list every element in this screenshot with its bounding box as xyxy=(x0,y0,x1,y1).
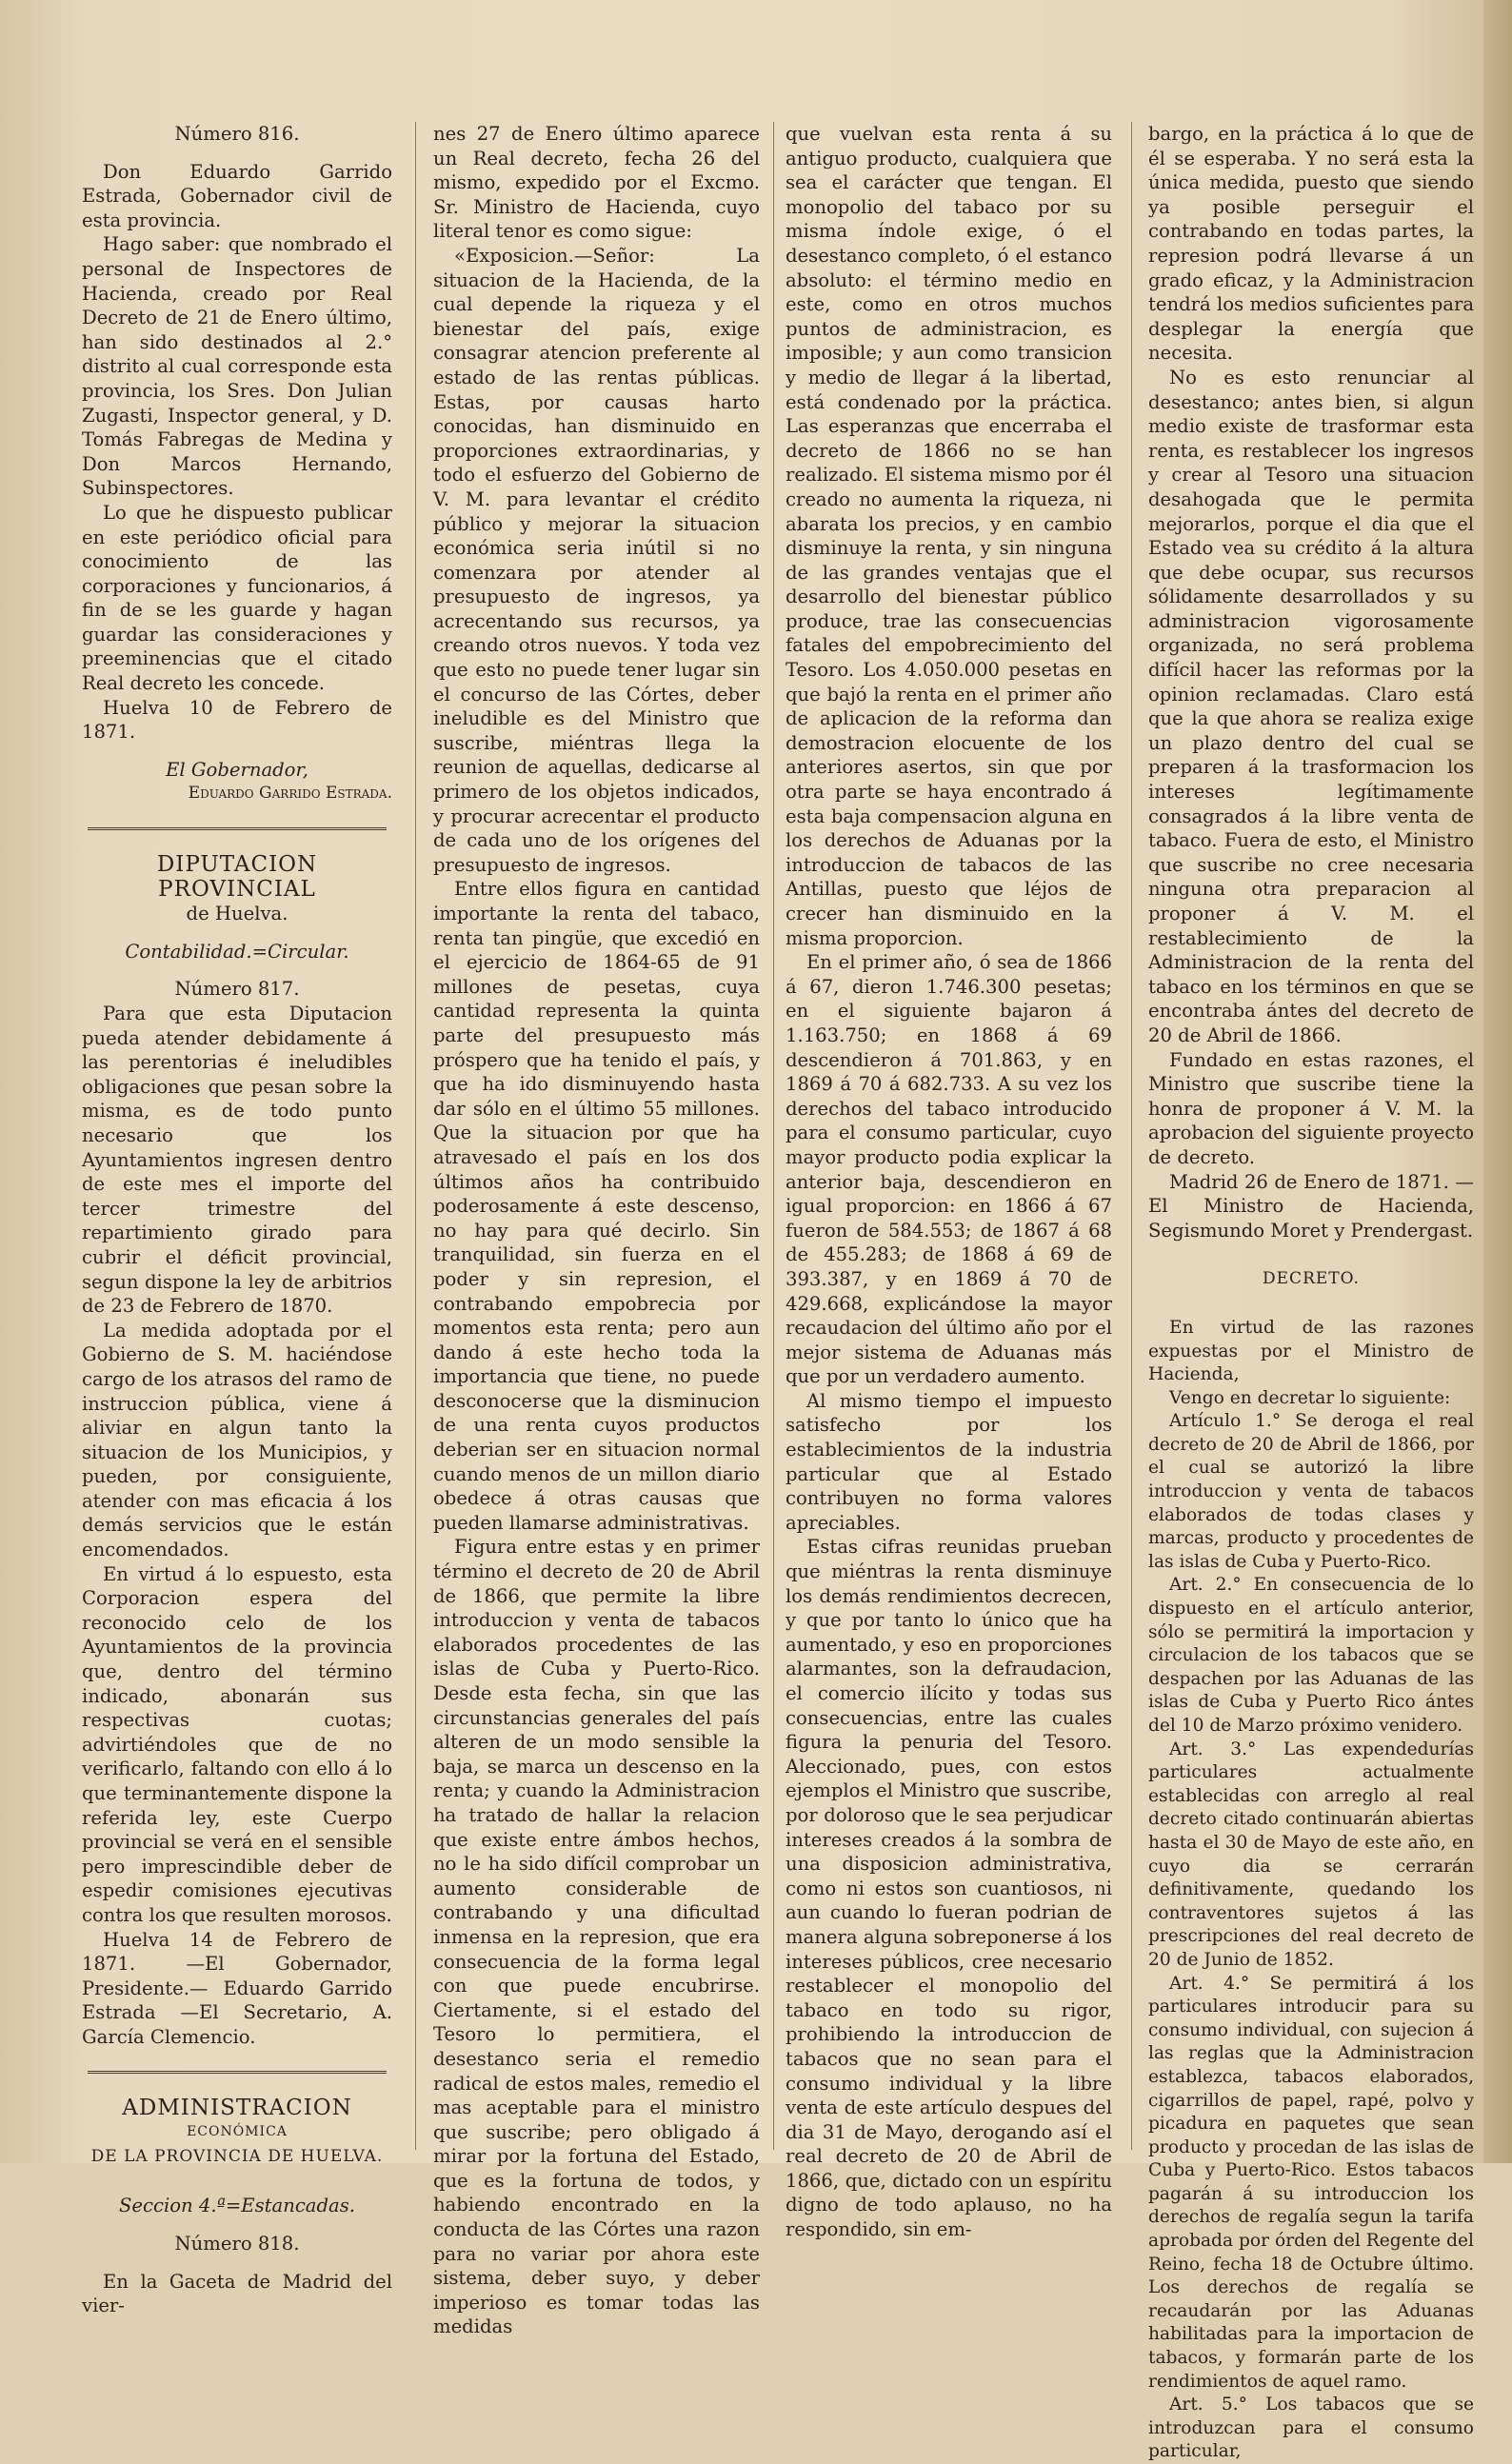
article: Art. 2.° En consecuencia de lo dispuesto en el artículo anterior, sólo se permitirá la importacion y circulacion de los tabacos que se despachen por las Aduanas de las islas de Cuba y Puerto Rico ántes del 10 de Marzo próximo venidero. xyxy=(1148,1575,1474,1736)
column-rule xyxy=(1131,122,1132,2150)
paragraph: En la Gaceta de Madrid del vier- xyxy=(82,2270,392,2317)
section-divider xyxy=(88,2071,387,2076)
paragraph: «Exposicion.—Señor: La situacion de la Hacienda, de la cual depende la riqueza y el bienestar del país, exige consagrar atencion preferente al estado de las rentas públicas. Estas, por causas harto conocidas, han disminuido en proporciones extraordinarias, y todo el esfuerzo del Gobierno de V. M. para levantar el crédito público y mejorar la situacion económica seria inútil si no comenzara por atender al presupuesto de ingresos, ya acrecentando sus recursos, ya creando otros nuevos. Y toda vez que esto no puede tener lugar sin el concurso de las Córtes, deber ineludible es del Ministro que suscribe, miéntras llega la reunion de aquellas, dedicarse al primero de los objetos indicados, y procurar acrecentar el producto de cada uno de los orígenes del presupuesto de ingresos. xyxy=(433,244,760,876)
paragraph: Lo que he dispuesto publicar en este periódico oficial para conocimiento de las corporaciones y funcionarios, á fin de se les guarde y hagan guardar las consideraciones y preeminencias que el citado Real decreto les concede. xyxy=(82,501,392,695)
decree-heading: DECRETO. xyxy=(1263,1269,1360,1289)
column-4 xyxy=(1148,122,1474,2462)
paragraph: Figura entre estas y en primer término el decreto de 20 de Abril de 1866, que permite la libre introduccion y venta de tabacos elaborados procedentes de las islas de Cuba y Puerto-Rico. Desde esta fecha, sin que las circunstancias generales del país alteren de un modo sensible la baja, se marca un descenso en la renta; y cuando la Administracion ha tratado de hallar la relacion que existe entre ámbos hechos, no le ha sido difícil comprobar un aumento considerable de contrabando y una dificultad inmensa en la represion, que era consecuencia de la forma legal con que puede encubrirse. Ciertamente, si el estado del Tesoro lo permitiera, el desestanco seria el remedio radical de estos males, remedio el mas aceptable para el ministro que suscribe; pero obligado á mirar por la fortuna del Estado, que es la fortuna de todos, y habiendo encontrado en la conducta de las Córtes una razon para no variar por ahora este sistema, deber suyo, y deber imperioso es tomar todas las medidas xyxy=(433,1536,760,2338)
column-2 xyxy=(433,122,760,2338)
section-subtitle: de Huelva. xyxy=(186,903,288,925)
paragraph: En el primer año, ó sea de 1866 á 67, dieron 1.746.300 pesetas; en el siguiente bajaron á 1.163.750; en 1868 á 69 descendieron á 701.863, y en 1869 á 70 á 682.733. A su vez los derechos del tabaco introducido para el consumo particular, cuyo mayor producto podia explicar la anterior baja, descendieron en igual proporcion: en 1866 á 67 fueron de 584.553; de 1867 á 68 de 455.283; de 1868 á 69 de 393.387, y en 1869 á 70 de 429.668, explicándose la mayor recaudacion del último año por el mejor sistema de Aduanas más que por un verdadero aumento. xyxy=(786,951,1112,1388)
column-rule xyxy=(415,122,416,2150)
section-subtitle: ECONÓMICA xyxy=(187,2124,288,2140)
paragraph: Para que esta Diputacion pueda atender debidamente á las perentorias é ineludibles obligaciones que pesan sobre la misma, es de todo punto necesario que los Ayuntamientos ingresen dentro de este mes el importe del tercer trimestre del repartimiento girado para cubrir el déficit provincial, segun dispone la ley de arbitrios de 23 de Febrero de 1870. xyxy=(82,1003,392,1318)
paragraph: bargo, en la práctica á lo que de él se esperaba. Y no será esta la única medida, puesto que siendo ya posible perseguir el contrabando en todas partes, la represion podrá llevarse á un grado eficaz, y la Administracion tendrá los medios suficientes para desplegar la energía que necesita. xyxy=(1148,123,1474,365)
column-rule xyxy=(773,122,774,2150)
paragraph: No es esto renunciar al desestanco; antes bien, si algun medio existe de trasformar esta renta, es restablecer los ingresos y crear al Tesoro una situacion desahogada que le permita mejorarlos, porque el dia que el Estado vea su crédito á la altura que debe ocupar, sus recursos sólidamente desarrollados y su administracion vigorosamente organizada, no será problema difícil hacer las reformas por la opinion reclamadas. Claro está que la que ahora se realiza exige un plazo dentro del cual se preparen á la trasformacion los intereses legítimamente consagrados á la libre venta de tabaco. Fuera de esto, el Ministro que suscribe no cree necesaria ninguna otra preparacion al proponer á V. M. el restablecimiento de la Administracion de la renta del tabaco en los términos en que se encontraba ántes del decreto de 20 de Abril de 1866. xyxy=(1148,366,1474,1046)
paragraph: Entre ellos figura en cantidad importante la renta del tabaco, renta tan pingüe, que excedió en el ejercicio de 1864-65 de 91 millones de pesetas, cuya cantidad representa la quinta parte del presupuesto más próspero que ha tenido el país, y que ha ido disminuyendo hasta dar sólo en el último 55 millones. Que la situacion por que ha atravesado el país en los dos últimos años ha contribuido poderosamente á este descenso, no hay para qué decirlo. Sin tranquilidad, sin fuerza en el poder y sin represion, el contrabando empobrecia por momentos esta renta; pero aun dando á este hecho toda la importancia que tiene, no puede desconocerse que la disminucion de una renta cuyos productos deberian ser en situacion normal cuando menos de un millon diario obedece á otras causas que pueden llamarse administrativas. xyxy=(433,878,760,1534)
section-subtitle: DE LA PROVINCIA DE HUELVA. xyxy=(90,2146,384,2166)
notice-number: Número 816. xyxy=(174,123,300,145)
paragraph: Vengo en decretar lo siguiente: xyxy=(1169,1387,1451,1408)
paragraph: En virtud á lo espuesto, esta Corporacion espera del reconocido celo de los Ayuntamientos de la provincia que, dentro del término indicado, abonarán sus respectivas cuotas; advirtiéndoles que de no verificarlo, faltando con ello á lo que terminantemente dispone la referida ley, este Cuerpo provincial se verá en el sensible pero imprescindible deber de espedir comisiones ejecutivas contra los que resulten morosos. xyxy=(82,1562,392,1926)
column-3 xyxy=(786,122,1112,2241)
paragraph: Al mismo tiempo el impuesto satisfecho por los establecimientos de la industria particular que al Estado contribuyen no forma valores apreciables. xyxy=(786,1389,1112,1534)
signature-title: El Gobernador, xyxy=(166,758,308,781)
column-1 xyxy=(82,122,392,2317)
date-line: Huelva 10 de Febrero de 1871. xyxy=(82,696,392,744)
section-title: ADMINISTRACION xyxy=(122,2095,352,2120)
decree-body xyxy=(1148,1317,1474,2464)
article: Art. 5.° Los tabacos que se introduzcan para el consumo particular, xyxy=(1148,2394,1474,2462)
article: Art. 4.° Se permitirá á los particulares introducir para su consumo individual, con sujecion á las reglas que la Administracion establezca, tabacos elaborados, cigarrillos de papel, rapé, polvo y picadura en paquetes que sean producto y procedan de las islas de Cuba y Puerto-Rico. Estos tabacos pagarán á su introduccion los derechos de regalía segun la tarifa aprobada por órden del Regente del Reino, fecha 18 de Octubre último. Los derechos de regalía se recaudarán por las Aduanas habilitadas para la importacion de tabacos, y formarán parte de los rendimientos de aquel ramo. xyxy=(1148,1973,1474,2392)
notice-number: Número 817. xyxy=(174,978,300,1001)
paragraph: nes 27 de Enero último aparece un Real decreto, fecha 26 del mismo, expedido por el Excmo. Sr. Ministro de Hacienda, cuyo literal tenor es como sigue: xyxy=(433,123,760,243)
notice-number: Número 818. xyxy=(174,2232,300,2255)
paragraph: que vuelvan esta renta á su antiguo producto, cualquiera que sea el carácter que tengan. El monopolio del tabaco por su misma índole exige, ó el desestanco completo, ó el estanco absoluto: el término medio en este, como en otros muchos puntos de administracion, es imposible; y aun como transicion y medio de llegar á la libertad, está condenado por la práctica. Las esperanzas que encerraba el decreto de 1866 no se han realizado. El sistema mismo por él creado no aumenta la riqueza, ni abarata los precios, y en cambio disminuye la renta, y sin ninguna de las grandes ventajas que el desarrollo del bienestar público produce, trae las consecuencias fatales del empobrecimiento del Tesoro. Los 4.050.000 pesetas en que bajó la renta en el primer año de aplicacion de la reforma dan demostracion elocuente de los anteriores asertos, sin que por otra parte se haya encontrado á esta baja compensacion alguna en los derechos de Aduanas por la introduccion de tabacos de las Antillas, puesto que léjos de crecer han disminuido en la misma proporcion. xyxy=(786,123,1112,949)
paragraph: La medida adoptada por el Gobierno de S. M. haciéndose cargo de los atrasos del ramo de instruccion pública, viene á aliviar en algun tanto la situacion de los Municipios, y pueden, por consiguiente, atender con mas eficacia á los demás servicios que le están encomendados. xyxy=(82,1319,392,1561)
paragraph: Fundado en estas razones, el Ministro que suscribe tiene la honra de proponer á V. M. la aprobacion del siguiente proyecto de decreto. xyxy=(1148,1048,1474,1168)
article: Art. 3.° Las expendedurías particulares actualmente establecidas con arreglo al real decreto citado continuarán abiertas hasta el 30 de Mayo de este año, en cuyo dia se cerrarán definitivamente, quedando los contraventores sujetos á las prescripciones del real decreto de 20 de Junio de 1852. xyxy=(1148,1739,1474,1970)
paragraph: Madrid 26 de Enero de 1871. —El Ministro de Hacienda, Segismundo Moret y Prendergast. xyxy=(1148,1170,1474,1242)
signature-name: Eduardo Garrido Estrada. xyxy=(188,784,392,804)
paragraph: En virtud de las razones expuestas por el Ministro de Hacienda, xyxy=(1148,1317,1474,1385)
paragraph: Don Eduardo Garrido Estrada, Gobernador civil de esta provincia. xyxy=(82,160,392,231)
section-heading: Seccion 4.ª=Estancadas. xyxy=(119,2195,355,2217)
paragraph: Estas cifras reunidas prueban que miéntras la renta disminuye los demás rendimientos decrecen, y que por tanto lo único que ha aumentado, y eso en proporciones alarmantes, son la defraudacion, el comercio ilícito y todas sus consecuencias, entre las cuales figura la penuria del Tesoro. Aleccionado, pues, con estos ejemplos el Ministro que suscribe, por doloroso que le sea perjudicar intereses creados á la sombra de una disposicion administrativa, como ni estos son cuantiosos, ni aun cuando lo fueran podrian de manera alguna sobreponerse á los intereses públicos, cree necesario restablecer el monopolio del tabaco en todo su rigor, prohibiendo la introduccion de tabacos que no sean para el consumo individual y la libre venta de este artículo despues del dia 31 de Mayo, derogando así el real decreto de 20 de Abril de 1866, que, dictado con un espíritu digno de todo aplauso, no ha respondido, sin em- xyxy=(786,1536,1112,2241)
section-title: DIPUTACION PROVINCIAL xyxy=(156,852,318,902)
article: Artículo 1.° Se deroga el real decreto de 20 de Abril de 1866, por el cual se autorizó la libre introduccion y venta de tabacos elaborados de todas clases y marcas, producto y procedentes de las islas de Cuba y Puerto-Rico. xyxy=(1148,1411,1474,1572)
section-heading: Contabilidad.=Circular. xyxy=(125,940,349,963)
page-edge xyxy=(1483,0,1512,2163)
section-divider xyxy=(88,827,387,832)
paragraph: Huelva 14 de Febrero de 1871. —El Gobernador, Presidente.— Eduardo Garrido Estrada —El Secretario, A. García Clemencio. xyxy=(82,1928,392,2048)
paragraph: Hago saber: que nombrado el personal de Inspectores de Hacienda, creado por Real Decreto de 21 de Enero último, han sido destinados al 2.° distrito al cual corresponde esta provincia, los Sres. Don Julian Zugasti, Inspector general, y D. Tomás Fabregas de Medina y Don Marcos Hernando, Subinspectores. xyxy=(82,233,392,500)
